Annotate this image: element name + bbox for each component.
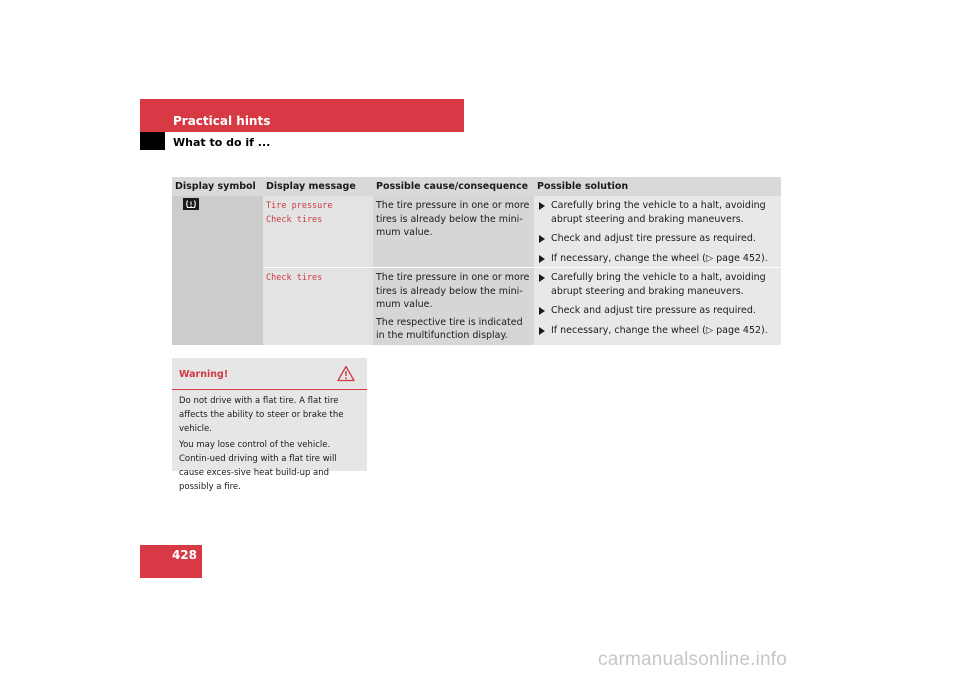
column-header-possible-cause: Possible cause/consequence xyxy=(376,181,529,192)
solution-list xyxy=(537,271,778,337)
display-message-cell xyxy=(263,196,373,268)
list-item: If necessary, change the wheel (▷ page 452). xyxy=(537,324,778,338)
section-title: Practical hints xyxy=(173,114,271,128)
warning-text: You may lose control of the vehicle. Contin-ued driving with a flat tire will cause exces-sive heat build-up and possibly a fire. xyxy=(179,440,337,492)
header-marker xyxy=(140,132,165,150)
warning-triangle-icon xyxy=(337,365,355,386)
table-row xyxy=(263,268,781,345)
watermark: carmanualsonline.info xyxy=(598,649,788,670)
possible-cause-cell xyxy=(373,268,534,345)
display-message-cell xyxy=(263,268,373,345)
list-item: Check and adjust tire pressure as required. xyxy=(537,232,778,246)
table-header xyxy=(172,177,781,196)
tire-pressure-warning-icon xyxy=(183,198,199,210)
column-header-display-symbol: Display symbol xyxy=(175,181,256,192)
possible-solution-cell xyxy=(534,268,781,345)
display-message-text: Tire pressure xyxy=(266,201,333,211)
table-body xyxy=(172,196,781,345)
warning-text: Do not drive with a flat tire. A flat tire affects the ability to steer or brake the vehicle. xyxy=(179,396,344,434)
warning-header xyxy=(172,358,367,390)
possible-cause-cell xyxy=(373,196,534,268)
possible-solution-cell xyxy=(534,196,781,268)
warning-label: Warning! xyxy=(179,369,229,380)
table-rows xyxy=(263,196,781,345)
display-message-text: Check tires xyxy=(266,273,323,283)
list-item: If necessary, change the wheel (▷ page 452). xyxy=(537,252,778,266)
column-header-possible-solution: Possible solution xyxy=(537,181,629,192)
display-message-text: Check tires xyxy=(266,215,323,225)
section-subtitle: What to do if ... xyxy=(173,136,271,149)
list-item: Carefully bring the vehicle to a halt, avoiding abrupt steering and braking maneuvers. xyxy=(537,271,778,298)
cause-text: The respective tire is indicated in the multifunction display. xyxy=(376,316,523,342)
cause-text: The tire pressure in one or more tires is already below the mini-mum value. xyxy=(376,272,530,311)
display-symbol-cell xyxy=(172,196,263,345)
column-header-display-message: Display message xyxy=(266,181,356,192)
solution-list xyxy=(537,199,778,265)
page-number: 428 xyxy=(171,548,197,562)
display-messages-table xyxy=(172,177,781,345)
list-item: Check and adjust tire pressure as required. xyxy=(537,304,778,318)
list-item: Carefully bring the vehicle to a halt, avoiding abrupt steering and braking maneuvers. xyxy=(537,199,778,226)
warning-body xyxy=(172,390,367,494)
cause-text: The tire pressure in one or more tires is already below the mini-mum value. xyxy=(376,200,530,239)
page-number-box xyxy=(140,545,202,578)
table-row xyxy=(263,196,781,268)
warning-box xyxy=(172,358,367,492)
